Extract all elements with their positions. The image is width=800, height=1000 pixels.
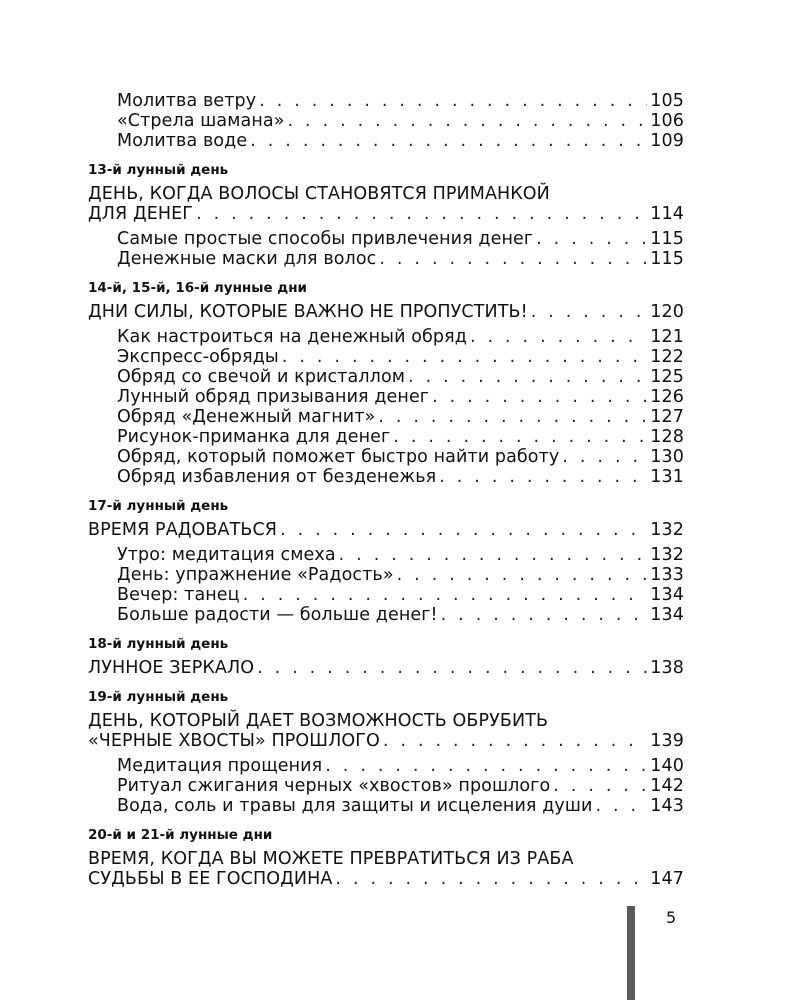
lunar-day-heading: 17-й лунный день: [88, 498, 229, 514]
toc-entry-title: Обряд избавления от безденежья: [117, 467, 437, 487]
toc-page-number: 122: [650, 347, 684, 367]
toc-page-number: 132: [650, 520, 684, 540]
toc-item: [88, 131, 684, 151]
toc-item: [88, 229, 684, 249]
toc-entry-title: Обряд, который поможет быстро найти работу: [117, 447, 560, 467]
lunar-day-heading: 13-й лунный день: [88, 162, 229, 178]
toc-page-number: 126: [650, 387, 684, 407]
toc-page-number: 140: [650, 756, 684, 776]
toc-page-number: 114: [650, 204, 684, 224]
toc-entry-title: ВРЕМЯ РАДОВАТЬСЯ: [88, 520, 278, 540]
toc-page-number: 125: [650, 367, 684, 387]
toc-item: [88, 427, 684, 447]
toc-entry-title: Вода, соль и травы для защиты и исцеления души: [117, 796, 593, 816]
toc-entry-title: ДЛЯ ДЕНЕГ: [88, 204, 194, 224]
toc-item: [88, 545, 684, 565]
dot-leader: [280, 520, 647, 540]
toc-item: [88, 585, 684, 605]
lunar-day-heading: 20-й и 21-й лунные дни: [88, 827, 273, 843]
dot-leader: [383, 731, 647, 751]
toc-item: [88, 347, 684, 367]
dot-leader: [379, 249, 647, 269]
lunar-day-heading: 14-й, 15-й, 16-й лунные дни: [88, 280, 307, 296]
toc-item: [88, 91, 684, 111]
dot-leader: [243, 585, 648, 605]
toc-page-number: 142: [650, 776, 684, 796]
chapter-title-line: ВРЕМЯ, КОГДА ВЫ МОЖЕТЕ ПРЕВРАТИТЬСЯ ИЗ РАБА: [88, 849, 574, 869]
dot-leader: [288, 111, 648, 131]
toc-page-number: 134: [650, 605, 684, 625]
toc-page-number: 109: [650, 131, 684, 151]
dot-leader: [335, 869, 647, 889]
dot-leader: [282, 347, 647, 367]
toc-entry-title: Больше радости — больше денег!: [117, 605, 438, 625]
toc-entry-title: Самые простые способы привлечения денег: [117, 229, 534, 249]
toc-entry-title: Ритуал сжигания черных «хвостов» прошлого: [117, 776, 551, 796]
toc-entry-title: Денежные маски для волос: [117, 249, 377, 269]
toc-page-number: 132: [650, 545, 684, 565]
toc-page-number: 106: [650, 111, 684, 131]
toc-entry-title: Утро: медитация смеха: [117, 545, 336, 565]
toc-item: [88, 756, 684, 776]
toc-chapter: [88, 731, 684, 751]
toc-entry-title: Обряд «Денежный магнит»: [117, 407, 376, 427]
toc-page-number: 130: [650, 447, 684, 467]
toc-entry-title: ДНИ СИЛЫ, КОТОРЫЕ ВАЖНО НЕ ПРОПУСТИТЬ!: [88, 302, 528, 322]
toc-page-number: 128: [650, 427, 684, 447]
toc-chapter: [88, 869, 684, 889]
dot-leader: [470, 327, 647, 347]
toc-page-number: 115: [650, 229, 684, 249]
toc-entry-title: ЛУННОЕ ЗЕРКАЛО: [88, 658, 255, 678]
toc-page-number: 115: [650, 249, 684, 269]
toc-page-number: 105: [650, 91, 684, 111]
dot-leader: [439, 467, 647, 487]
toc-entry-title: «ЧЕРНЫЕ ХВОСТЫ» ПРОШЛОГО: [88, 731, 380, 751]
toc-page-number: 127: [650, 407, 684, 427]
toc-item: [88, 367, 684, 387]
dot-leader: [553, 776, 647, 796]
toc-entry-title: Молитва воде: [117, 131, 248, 151]
dot-leader: [432, 387, 647, 407]
toc-entry-title: Как настроиться на денежный обряд: [117, 327, 467, 347]
toc-page-number: 139: [650, 731, 684, 751]
lunar-day-heading: 18-й лунный день: [88, 636, 229, 652]
dot-leader: [531, 302, 648, 322]
toc-item: [88, 111, 684, 131]
toc-entry-title: Лунный обряд призывания денег: [117, 387, 430, 407]
toc-page-number: 134: [650, 585, 684, 605]
toc-item: [88, 565, 684, 585]
dot-leader: [378, 407, 647, 427]
toc-entry-title: Медитация прощения: [117, 756, 323, 776]
dot-leader: [595, 796, 647, 816]
toc-entry-title: СУДЬБЫ В ЕЕ ГОСПОДИНА: [88, 869, 333, 889]
toc-item: [88, 249, 684, 269]
toc-page-number: 147: [650, 869, 684, 889]
toc-entry-title: Вечер: танец: [117, 585, 240, 605]
dot-leader: [393, 427, 647, 447]
toc-chapter: [88, 302, 684, 322]
toc-item: [88, 776, 684, 796]
dot-leader: [536, 229, 647, 249]
toc-item: [88, 447, 684, 467]
dot-leader: [259, 91, 647, 111]
toc-entry-title: Обряд со свечой и кристаллом: [117, 367, 406, 387]
toc-page-number: 138: [650, 658, 684, 678]
dot-leader: [562, 447, 647, 467]
toc-item: [88, 407, 684, 427]
dot-leader: [408, 367, 647, 387]
dot-leader: [397, 565, 648, 585]
chapter-title-line: ДЕНЬ, КОТОРЫЙ ДАЕТ ВОЗМОЖНОСТЬ ОБРУБИТЬ: [88, 711, 549, 731]
chapter-title-line: ДЕНЬ, КОГДА ВОЛОСЫ СТАНОВЯТСЯ ПРИМАНКОЙ: [88, 184, 550, 204]
toc-item: [88, 327, 684, 347]
toc-entry-title: «Стрела шамана»: [117, 111, 285, 131]
dot-leader: [441, 605, 648, 625]
page-number: 5: [666, 908, 677, 927]
toc-item: [88, 796, 684, 816]
dot-leader: [196, 204, 647, 224]
page-edge-bar: [627, 906, 635, 1000]
toc-item: [88, 467, 684, 487]
toc-entry-title: Экспресс-обряды: [117, 347, 279, 367]
toc-chapter: [88, 204, 684, 224]
toc-entry-title: Молитва ветру: [117, 91, 257, 111]
lunar-day-heading: 19-й лунный день: [88, 689, 229, 705]
toc-page-number: 120: [650, 302, 684, 322]
toc-item: [88, 605, 684, 625]
toc-page-number: 133: [650, 565, 684, 585]
dot-leader: [250, 131, 647, 151]
toc-page-number: 131: [650, 467, 684, 487]
toc-item: [88, 387, 684, 407]
toc-page-number: 143: [650, 796, 684, 816]
toc-entry-title: Рисунок-приманка для денег: [117, 427, 391, 447]
table-of-contents: [88, 91, 684, 889]
toc-entry-title: День: упражнение «Радость»: [117, 565, 394, 585]
dot-leader: [257, 658, 647, 678]
toc-chapter: [88, 520, 684, 540]
dot-leader: [339, 545, 648, 565]
toc-chapter: [88, 658, 684, 678]
toc-page-number: 121: [650, 327, 684, 347]
dot-leader: [325, 756, 647, 776]
